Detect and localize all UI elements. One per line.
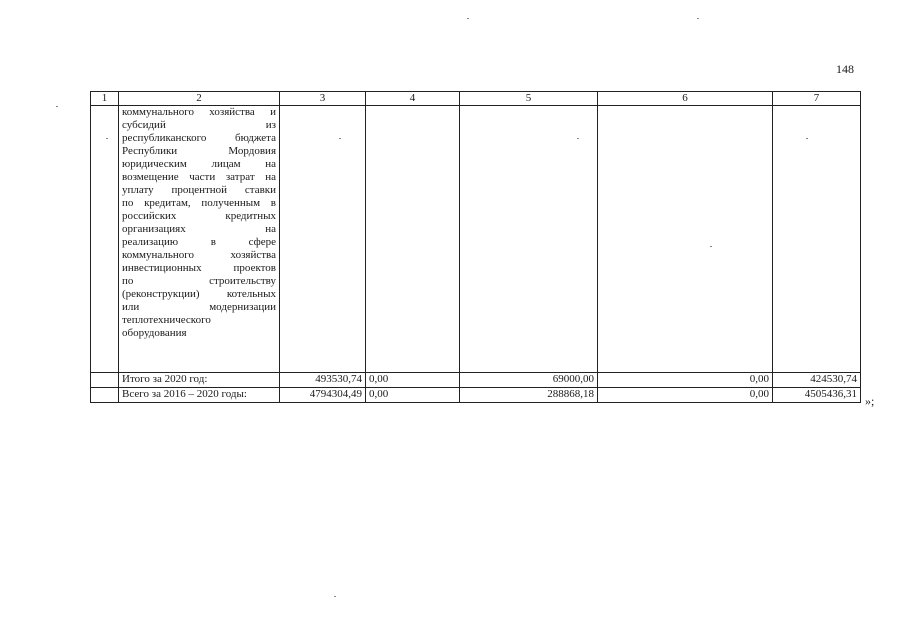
total-label: Всего за 2016 – 2020 годы: bbox=[119, 388, 280, 403]
description-line: коммунального хозяйства bbox=[122, 249, 276, 261]
empty-cell bbox=[280, 106, 366, 373]
description-line: оборудования bbox=[122, 327, 187, 339]
total-col4: 0,00 bbox=[366, 373, 460, 388]
total-row-2016-2020 bbox=[91, 388, 861, 403]
scan-speck bbox=[710, 246, 712, 247]
total-col3: 493530,74 bbox=[280, 373, 366, 388]
description-line: организациях на bbox=[122, 223, 276, 235]
column-number-6: 6 bbox=[598, 92, 773, 106]
description-line: по кредитам, полученным в bbox=[122, 197, 276, 209]
description-line: по строительству bbox=[122, 275, 276, 287]
total-col6: 0,00 bbox=[598, 373, 773, 388]
measure-description bbox=[119, 106, 280, 373]
empty-cell bbox=[91, 388, 119, 403]
empty-cell bbox=[460, 106, 598, 373]
empty-cell bbox=[598, 106, 773, 373]
description-line: субсидий из bbox=[122, 119, 276, 131]
page-number: 148 bbox=[836, 62, 854, 76]
total-col7: 424530,74 bbox=[773, 373, 861, 388]
scan-speck bbox=[334, 596, 336, 597]
description-line: Республики Мордовия bbox=[122, 145, 276, 157]
column-number-4: 4 bbox=[366, 92, 460, 106]
empty-cell bbox=[91, 373, 119, 388]
scan-speck bbox=[106, 138, 108, 139]
total-col7: 4505436,31 bbox=[773, 388, 861, 403]
total-col5: 288868,18 bbox=[460, 388, 598, 403]
description-line: теплотехнического bbox=[122, 314, 211, 326]
description-line: возмещение части затрат на bbox=[122, 171, 276, 183]
description-line: инвестиционных проектов bbox=[122, 262, 276, 274]
total-label: Итого за 2020 год: bbox=[119, 373, 280, 388]
column-number-5: 5 bbox=[460, 92, 598, 106]
empty-cell bbox=[773, 106, 861, 373]
description-line: юридическим лицам на bbox=[122, 158, 276, 170]
scan-speck bbox=[467, 18, 469, 19]
description-line: или модернизации bbox=[122, 301, 276, 313]
column-number-2: 2 bbox=[119, 92, 280, 106]
scan-speck bbox=[339, 138, 341, 139]
column-number-3: 3 bbox=[280, 92, 366, 106]
budget-table bbox=[90, 91, 861, 403]
description-line: республиканского бюджета bbox=[122, 132, 276, 144]
description-line: российских кредитных bbox=[122, 210, 276, 222]
scan-speck bbox=[697, 18, 699, 19]
total-col3: 4794304,49 bbox=[280, 388, 366, 403]
empty-cell bbox=[366, 106, 460, 373]
closing-quote-mark: »; bbox=[865, 394, 875, 408]
total-col5: 69000,00 bbox=[460, 373, 598, 388]
description-line: уплату процентной ставки bbox=[122, 184, 276, 196]
column-number-row bbox=[91, 92, 861, 106]
total-col4: 0,00 bbox=[366, 388, 460, 403]
row-number-cell bbox=[91, 106, 119, 373]
description-row bbox=[91, 106, 861, 373]
total-col6: 0,00 bbox=[598, 388, 773, 403]
scan-speck bbox=[577, 138, 579, 139]
description-line: реализацию в сфере bbox=[122, 236, 276, 248]
scan-speck bbox=[56, 106, 58, 107]
total-row-2020 bbox=[91, 373, 861, 388]
column-number-1: 1 bbox=[91, 92, 119, 106]
scan-speck bbox=[806, 138, 808, 139]
description-line: (реконструкции) котельных bbox=[122, 288, 276, 300]
description-line: коммунального хозяйства и bbox=[122, 106, 276, 118]
column-number-7: 7 bbox=[773, 92, 861, 106]
